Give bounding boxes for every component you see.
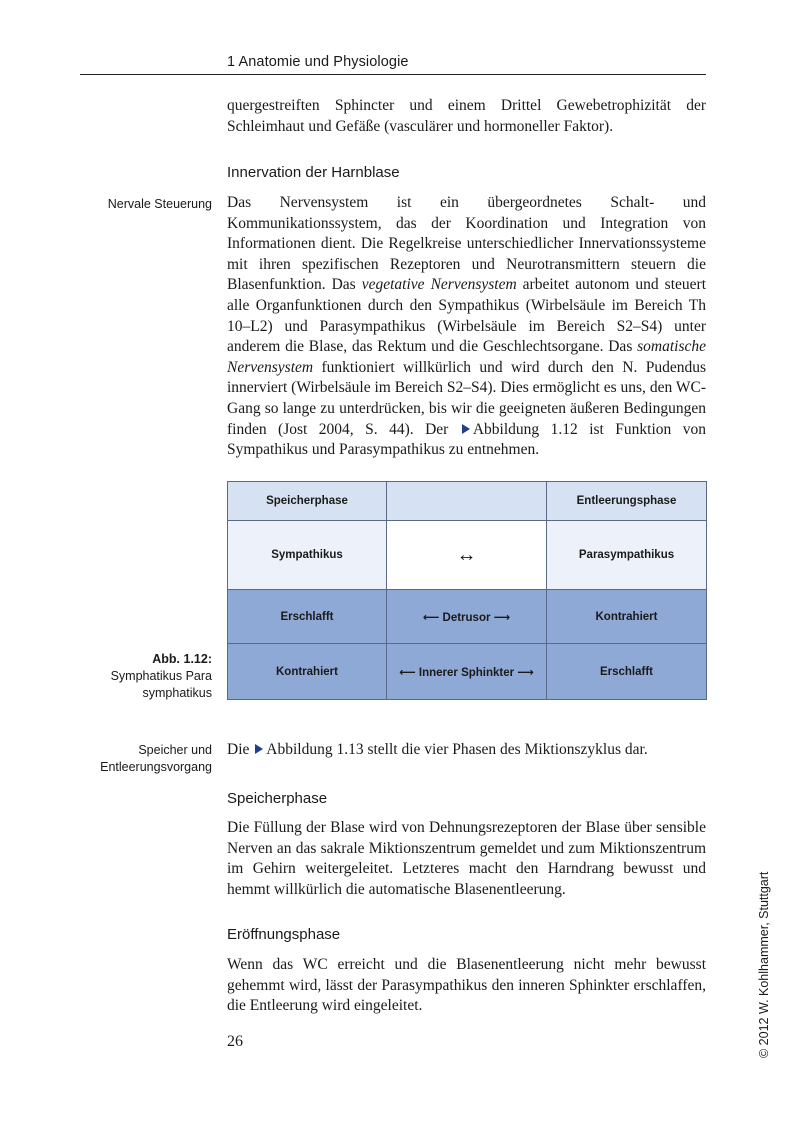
table-cell-erschlafft: Erschlafft [228,590,387,644]
text-run: Die [227,741,250,758]
table-cell-innerer-sphinkter: ⟵ Innerer Sphinkter ⟶ [387,644,547,699]
figure-caption-text: Symphatikus Para symphatikus [110,669,212,700]
reference-arrow-icon [255,744,263,754]
running-header: 1 Anatomie und Physiologie [227,54,409,70]
margin-note-speicher-entleerung: Speicher und Entleerungsvorgang [100,743,212,774]
table-cell-entleerungsphase: Entleerungsphase [547,482,706,521]
table-cell-parasympathikus: Parasympathikus [547,521,706,590]
term-vegetative: vegetative Nervensystem [361,276,517,294]
figure-caption-title: Abb. 1.12: [152,652,212,666]
section-heading-eroeffnungsphase: Eröffnungsphase [227,926,341,943]
table-cell-sympathikus: Sympathikus [228,521,387,590]
innervation-paragraph [227,193,706,461]
figure-reference-link[interactable]: Abbildung 1.13 [266,741,364,758]
phases-lead-paragraph [227,740,706,761]
header-rule [80,74,706,75]
text-run: arbeitet autonom und steuert alle Organfunktionen durch den Sympathikus (Wirbelsäule im Bereich Th 10–L2) und Parasympathikus (Wirbelsäule im Bereich S2–S4) unter anderem die Blase, das Rektum und die Geschlechtsorgane. Das [227,276,706,356]
table-cell-detrusor: ⟵ Detrusor ⟶ [387,590,547,644]
intro-paragraph: quergestreiften Sphincter und einem Drittel Gewebetrophizität der Schleimhaut und Gefäße (vasculärer und hormoneller Faktor). [227,97,706,135]
copyright-notice: © 2012 W. Kohlhammer, Stuttgart [757,871,771,1058]
speicherphase-paragraph: Die Füllung der Blase wird von Dehnungsrezeptoren der Blase über sensible Nerven an das sakrale Miktionszentrum gemeldet und zum Miktionszentrum im Gehirn weitergeleitet. Letzteres macht den Harndrang bewusst und hemmt willkürlich die automatische Blasenentleerung. [227,819,706,898]
table-cell-double-arrow-icon [387,521,547,590]
margin-note-nervale-steuerung: Nervale Steuerung [107,197,212,211]
table-cell-speicherphase: Speicherphase [228,482,387,521]
reference-arrow-icon [462,424,470,434]
table-cell-empty [387,482,547,521]
table-cell-erschlafft: Erschlafft [547,644,706,699]
page-number: 26 [227,1033,243,1050]
text-run: ist Funktion von Sympathikus und Parasympathikus zu entnehmen. [227,420,706,459]
figure-sympathikus-table [227,481,707,700]
text-run: stellt die vier Phasen des Miktionszyklus dar. [367,741,648,758]
figure-reference-link[interactable]: Abbildung 1.12 [472,420,578,438]
table-cell-kontrahiert: Kontrahiert [228,644,387,699]
double-arrow-icon: ↔ [456,543,477,566]
text-run: funktioniert willkürlich und wird durch den N. Pudendus innerviert (Wirbelsäule im Bereich S2–S4). Dies ermöglicht es uns, den WC-Gang so lange zu unterdrücken, bis wir die geeigneten äußeren Bedingungen finden (Jost 2004, S. 44). Der [227,358,707,438]
section-heading-innervation: Innervation der Harnblase [227,164,400,181]
eroeffnungsphase-paragraph: Wenn das WC erreicht und die Blasenentleerung nicht mehr bewusst gehemmt wird, lässt der Parasympathikus den inneren Sphinkter erschlaffen, die Entleerung wird eingeleitet. [227,956,706,1015]
figure-caption [62,651,212,702]
table-cell-kontrahiert: Kontrahiert [547,590,706,644]
text-run: Das Nervensystem ist ein übergeordnetes Schalt- und Kommunikationssystem, das der Koordination und Integration von Informationen dient. Die Regelkreise unterschiedlicher Innervationssysteme mit ihren spezifischen Rezeptoren und Neurotransmittern steuern die Blasenfunktion. Das [227,194,706,294]
term-somatische: somatische Nervensystem [227,338,707,376]
section-heading-speicherphase: Speicherphase [227,790,328,807]
